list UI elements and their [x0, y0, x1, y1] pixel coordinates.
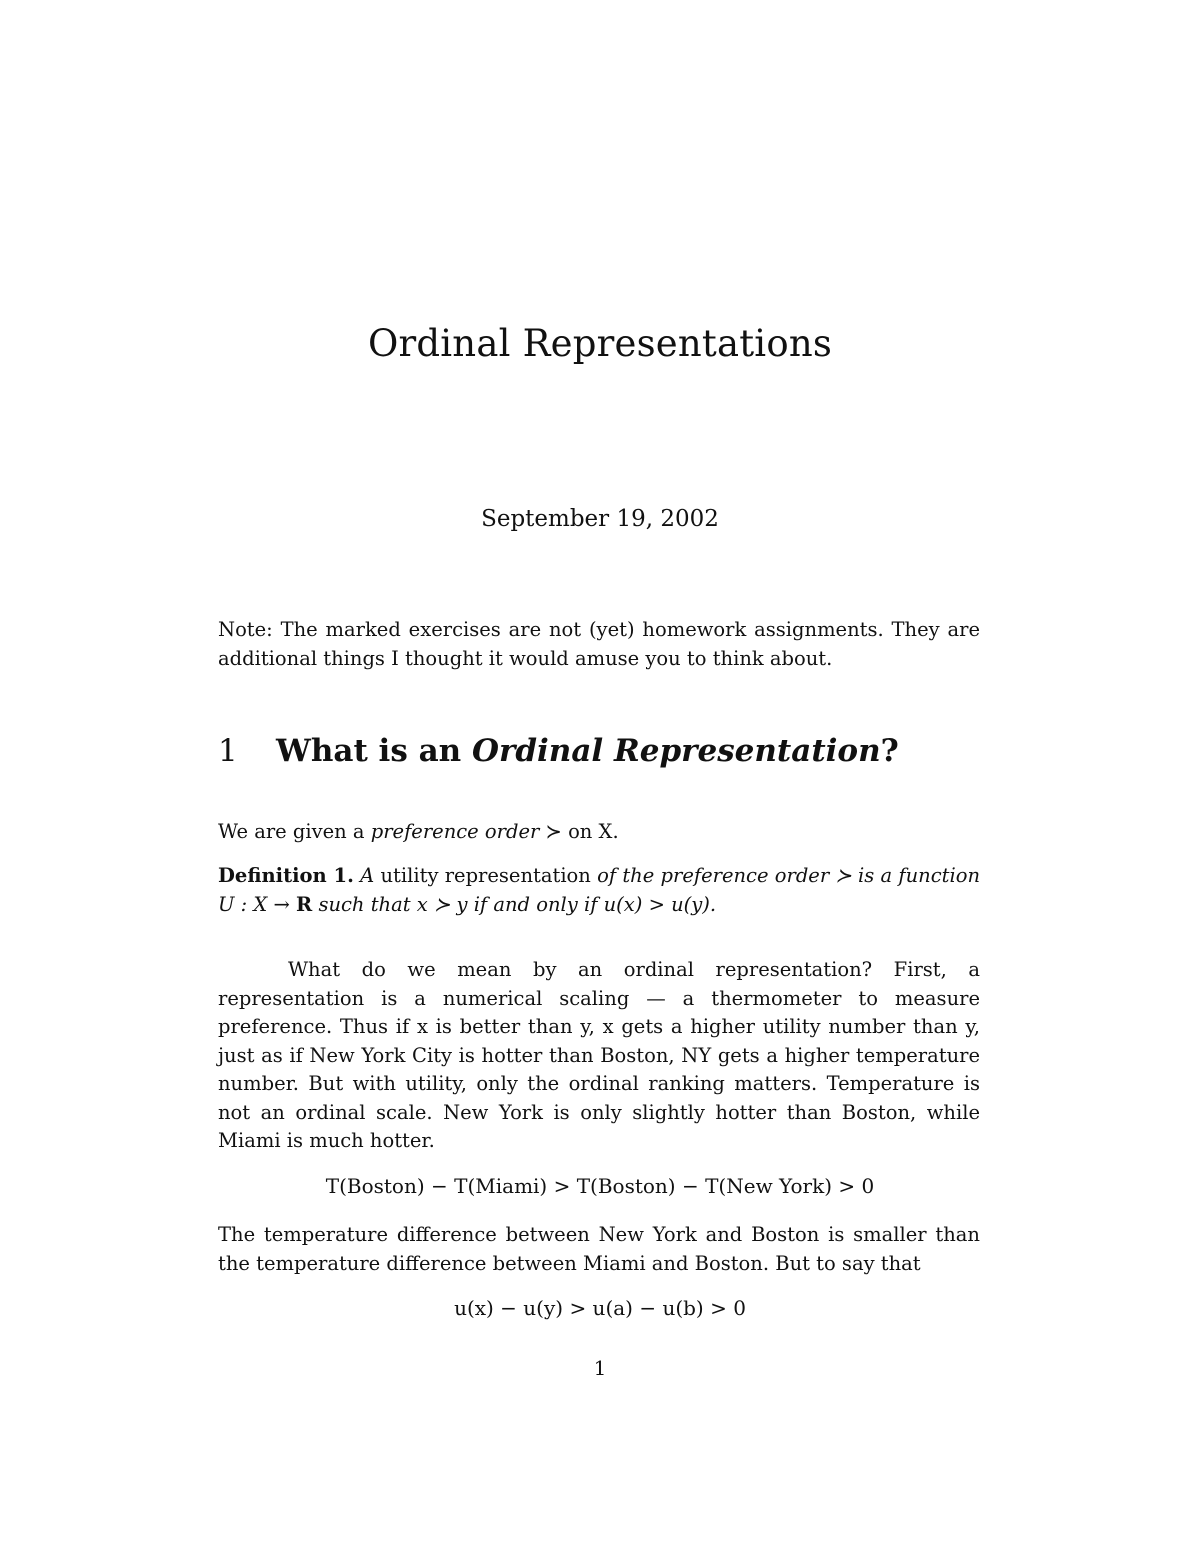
document-title: Ordinal Representations: [367, 322, 833, 365]
given-text-before: We are given a: [218, 820, 371, 843]
definition-part1: A: [360, 864, 375, 887]
given-sentence: [218, 818, 980, 847]
body-paragraph-text: What do we mean by an ordinal representation? First, a representation is a numerical scaling — a thermometer to measure preference. Thus if x is better than y, x gets a higher utility number than y, just as if New York City is hotter than Boston, NY gets a higher temperature number. But with utility, only the ordinal ranking matters. Temperature is not an ordinal scale. New York is only slightly hotter than Boston, while Miami is much hotter.: [218, 958, 980, 1152]
equation-utility: u(x) − u(y) > u(a) − u(b) > 0: [454, 1296, 746, 1320]
definition-part3: of the preference order ≻ is a function U : X →: [218, 864, 981, 916]
body-paragraph: [218, 956, 980, 1156]
section-number: 1: [218, 733, 238, 769]
note-paragraph: Note: The marked exercises are not (yet) homework assignments. They are additional things I thought it would amuse you to think about.: [218, 618, 980, 670]
definition-part4: such that x ≻ y if and only if u(x) > u(y).: [312, 892, 717, 916]
section-title-suffix: ?: [880, 733, 899, 769]
definition-reals: R: [296, 892, 313, 916]
given-text-after: ≻ on X.: [539, 820, 619, 843]
section-title-emphasis: Ordinal Representation: [472, 733, 881, 769]
section-heading: [218, 733, 980, 769]
definition-block: [218, 862, 980, 919]
body-paragraph-2: The temperature difference between New York and Boston is smaller than the temperature difference between Miami and Boston. But to say that: [218, 1223, 980, 1275]
document-date: September 19, 2002: [481, 506, 719, 532]
definition-term: utility representation: [374, 864, 598, 887]
page-number: 1: [593, 1356, 607, 1380]
equation-temperature: T(Boston) − T(Miami) > T(Boston) − T(New York) > 0: [325, 1174, 875, 1198]
definition-label: Definition 1.: [218, 864, 354, 887]
given-emphasis: preference order: [370, 820, 540, 843]
section-title-prefix: What is an: [276, 733, 472, 769]
